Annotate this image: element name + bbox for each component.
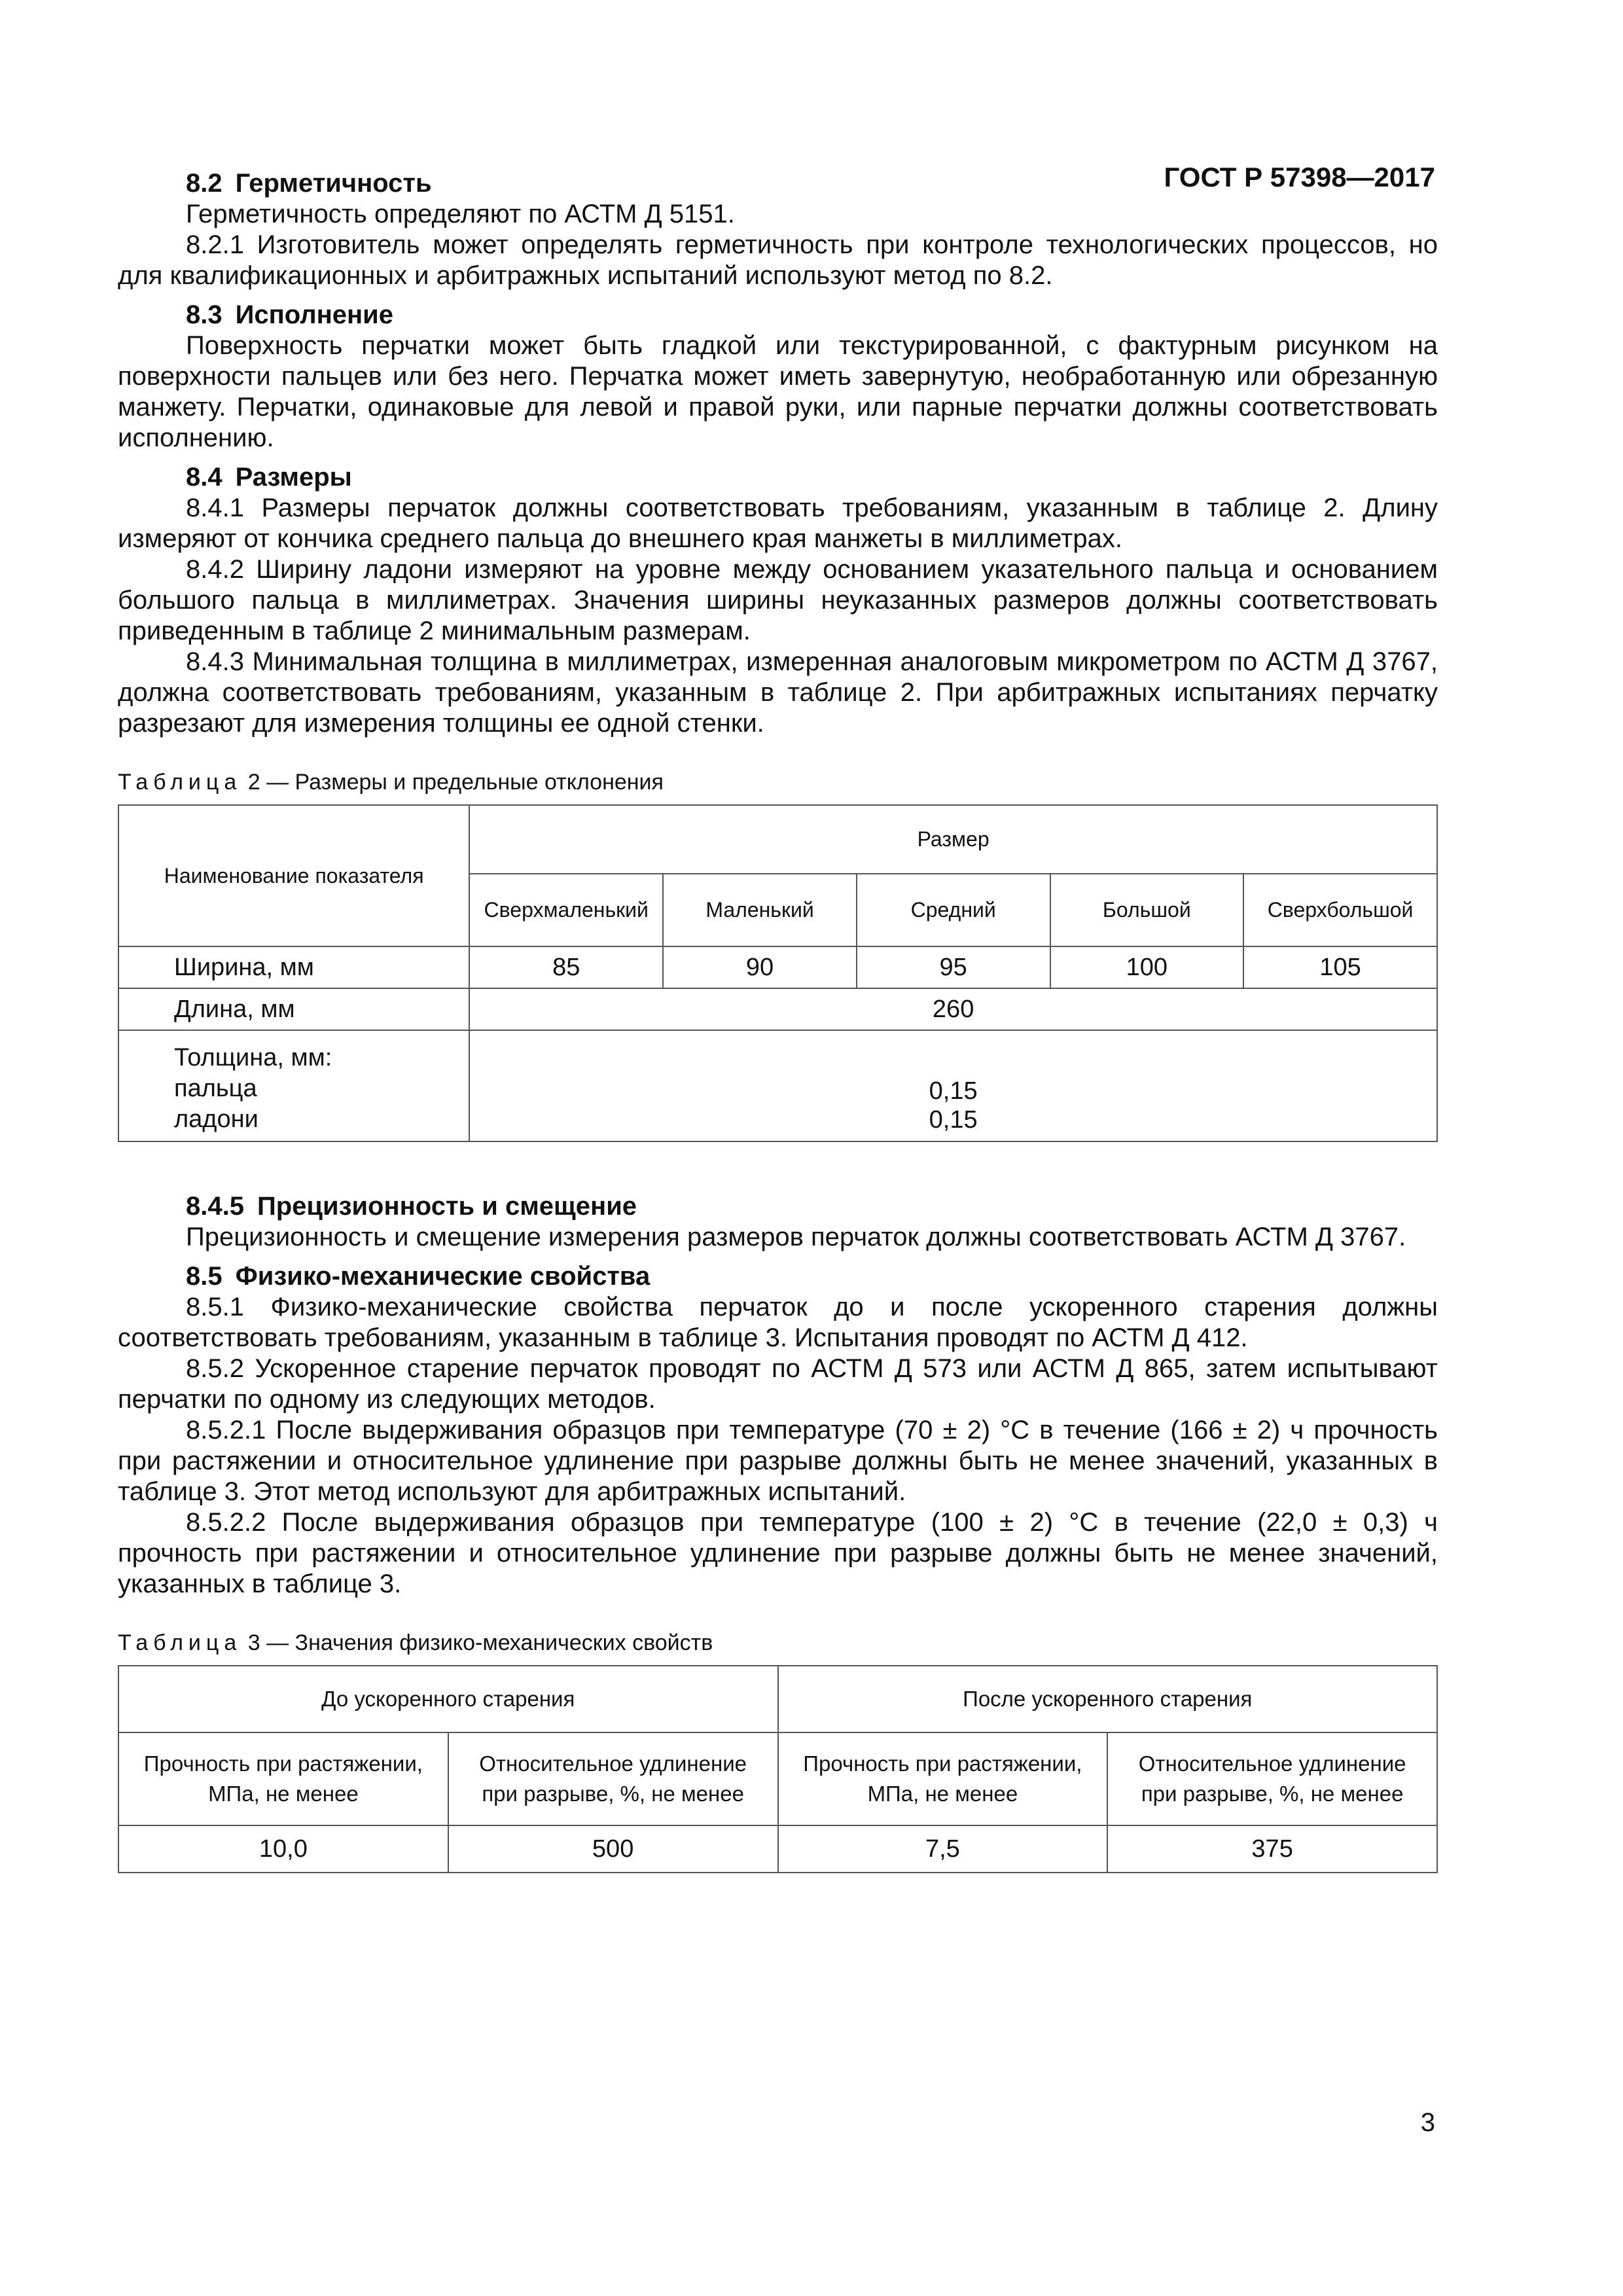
header-line: Прочность при растяжении, <box>803 1751 1082 1776</box>
paragraph: 8.4.1 Размеры перчаток должны соответствовать требованиям, указанным в таблице 2. Длину измеряют от кончика среднего пальца до внешнего края манжеты в миллиметрах. <box>118 493 1438 553</box>
section-number: 8.3 <box>186 300 223 329</box>
section-number: 8.2 <box>186 169 223 198</box>
table-row <box>118 1030 1437 1141</box>
table-cell: 500 <box>448 1825 778 1873</box>
table-header-cell: Сверхмаленький <box>469 874 663 946</box>
header-line: МПа, не менее <box>208 1782 359 1806</box>
table-header-cell <box>778 1732 1108 1825</box>
table-caption-text: 3 — Значения физико-механических свойств <box>241 1630 713 1655</box>
table-row <box>118 946 1437 988</box>
table-row-label <box>118 1030 469 1141</box>
section-heading-8-5 <box>118 1257 1438 1292</box>
section-heading-8-4-5 <box>118 1187 1438 1222</box>
section-title: Исполнение <box>235 300 394 329</box>
table-header-cell: Размер <box>469 805 1437 874</box>
table-header-cell: Сверхбольшой <box>1243 874 1437 946</box>
table-cell: 90 <box>663 946 857 988</box>
table-header-cell: Маленький <box>663 874 857 946</box>
table-cell: 100 <box>1050 946 1244 988</box>
header-line: Относительное удлинение <box>1138 1751 1406 1776</box>
finger-label: пальца <box>174 1075 257 1102</box>
section-title: Прецизионность и смещение <box>257 1192 637 1221</box>
table-caption <box>118 1630 1438 1656</box>
thickness-label: Толщина, мм: <box>174 1044 332 1071</box>
table-row <box>118 988 1437 1030</box>
table-cell: 260 <box>469 988 1437 1030</box>
paragraph: 8.5.2.1 После выдерживания образцов при температуре (70 ± 2) °С в течение (166 ± 2) ч прочность при растяжении и относительное удлинение при разрыве должны быть не менее значений, указанных в таблице 3. Этот метод используют для арбитражных испытаний. <box>118 1416 1438 1506</box>
table-cell: 105 <box>1243 946 1437 988</box>
table-cell <box>469 1030 1437 1141</box>
table-row <box>118 1825 1437 1873</box>
header-line: при разрыве, %, не менее <box>1141 1782 1404 1806</box>
paragraph: Поверхность перчатки может быть гладкой или текстурированной, с фактурным рисунком на поверхности пальцев или без него. Перчатка может иметь завернутую, необработанную или обрезанную манжету. Перчатки, одинаковые для левой и правой руки, или парные перчатки должны соответствовать исполнению. <box>118 331 1438 452</box>
paragraph: 8.4.3 Минимальная толщина в миллиметрах, измеренная аналоговым микрометром по АСТМ Д 3767, должна соответствовать требованиям, указанным в таблице 2. При арбитражных испытаниях перчатку разрезают для измерения толщины ее одной стенки. <box>118 647 1438 738</box>
header-line: Относительное удлинение <box>479 1751 747 1776</box>
table-caption-text: 2 — Размеры и предельные отклонения <box>241 770 664 795</box>
table-caption-word: Таблица <box>118 770 242 795</box>
finger-value: 0,15 <box>929 1077 978 1105</box>
header-line: МПа, не менее <box>867 1782 1018 1806</box>
paragraph: 8.5.2 Ускоренное старение перчаток проводят по АСТМ Д 573 или АСТМ Д 865, затем испытывают перчатки по одному из следующих методов. <box>118 1354 1438 1414</box>
table-caption-word: Таблица <box>118 1630 242 1655</box>
table-cell: 375 <box>1107 1825 1437 1873</box>
paragraph: Прецизионность и смещение измерения размеров перчаток должны соответствовать АСТМ Д 3767. <box>186 1223 1406 1251</box>
header-line: Прочность при растяжении, <box>143 1751 423 1776</box>
paragraph: 8.4.2 Ширину ладони измеряют на уровне между основанием указательного пальца и основанием большого пальца в миллиметрах. Значения ширины неуказанных размеров должны соответствовать приведенным в таблице 2 минимальным размерам. <box>118 555 1438 645</box>
header-line: при разрыве, %, не менее <box>482 1782 744 1806</box>
table-cell: 95 <box>857 946 1050 988</box>
table-header-cell: До ускоренного старения <box>118 1666 778 1732</box>
palm-label: ладони <box>174 1105 259 1133</box>
section-title: Размеры <box>235 463 352 492</box>
section-title: Физико-механические свойства <box>235 1262 651 1291</box>
table-header-cell: Большой <box>1050 874 1244 946</box>
table-row-label: Длина, мм <box>118 988 469 1030</box>
section-heading-8-4 <box>118 457 1438 493</box>
section-title: Герметичность <box>235 169 432 198</box>
table-header-cell: Средний <box>857 874 1050 946</box>
paragraph: Герметичность определяют по АСТМ Д 5151. <box>186 200 735 228</box>
section-number: 8.5 <box>186 1262 223 1291</box>
paragraph: 8.5.1 Физико-механические свойства перчаток до и после ускоренного старения должны соответствовать требованиям, указанным в таблице 3. Испытания проводят по АСТМ Д 412. <box>118 1293 1438 1352</box>
paragraph: 8.5.2.2 После выдерживания образцов при температуре (100 ± 2) °С в течение (22,0 ± 0,3) ч прочность при растяжении и относительное удлинение при разрыве должны быть не менее значений, указанных в таблице 3. <box>118 1508 1438 1598</box>
section-heading-8-3 <box>118 295 1438 331</box>
table-header-cell <box>1107 1732 1437 1825</box>
document-code: ГОСТ Р 57398—2017 <box>1164 162 1435 192</box>
section-number: 8.4 <box>186 463 223 492</box>
dimensions-table <box>118 804 1438 1142</box>
table-cell: 7,5 <box>778 1825 1108 1873</box>
table-cell: 10,0 <box>118 1825 448 1873</box>
properties-table <box>118 1665 1438 1873</box>
table-caption <box>118 769 1438 795</box>
table-header-cell <box>118 1732 448 1825</box>
table-header-cell <box>448 1732 778 1825</box>
palm-value: 0,15 <box>929 1106 978 1134</box>
page-number: 3 <box>1420 2108 1435 2137</box>
section-number: 8.4.5 <box>186 1192 244 1221</box>
table-header-cell: После ускоренного старения <box>778 1666 1438 1732</box>
table-row-label: Ширина, мм <box>118 946 469 988</box>
paragraph: 8.2.1 Изготовитель может определять герметичность при контроле технологических процессов, но для квалификационных и арбитражных испытаний используют метод по 8.2. <box>118 230 1438 290</box>
table-header-cell: Наименование показателя <box>118 805 469 946</box>
table-cell: 85 <box>469 946 663 988</box>
